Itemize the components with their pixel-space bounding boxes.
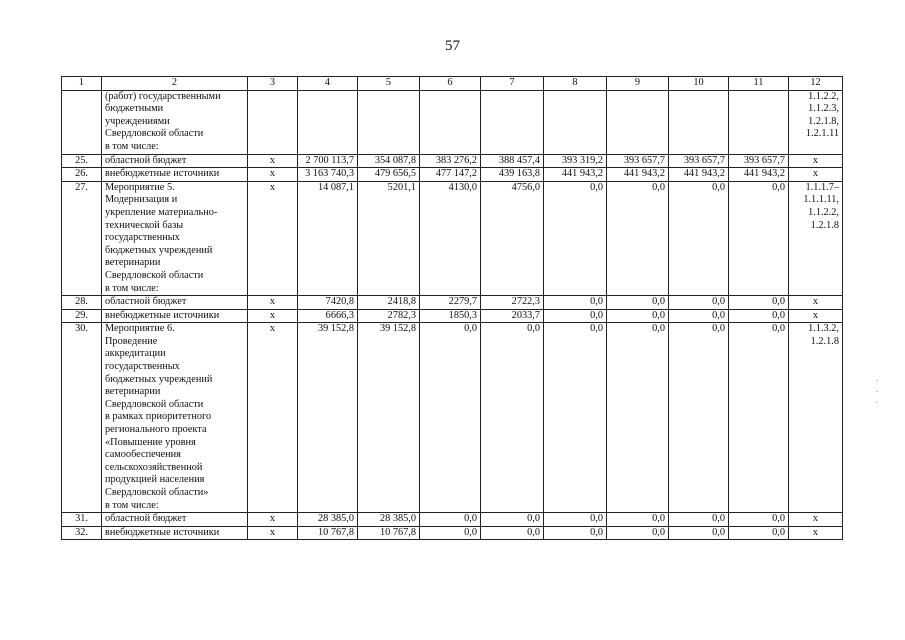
row-number: 28. [62, 296, 102, 310]
table-row [62, 526, 843, 540]
col4-cell: 14 087,1 [298, 181, 358, 295]
row-name: Мероприятие 6. Проведение аккредитации государственных бюджетных учреждений ветеринарии Свердловской области в рамках приоритетного регионального проекта «Повышение уровня самообеспечения сельскохозяйственной продукцией населения Свердловской области» в том числе: [102, 323, 248, 513]
header-cell: 8 [544, 77, 607, 91]
col11-cell: 0,0 [729, 526, 789, 540]
col5-cell: 2782,3 [358, 309, 420, 323]
col9-cell: 0,0 [607, 513, 669, 527]
col7-cell: 2033,7 [481, 309, 544, 323]
col4-cell: 7420,8 [298, 296, 358, 310]
col8-cell: 441 943,2 [544, 168, 607, 182]
col3-cell: х [248, 513, 298, 527]
col4-cell: 10 767,8 [298, 526, 358, 540]
col5-cell: 5201,1 [358, 181, 420, 295]
col11-cell: 0,0 [729, 323, 789, 513]
col10-cell: 0,0 [669, 526, 729, 540]
col5-cell: 28 385,0 [358, 513, 420, 527]
col8-cell: 0,0 [544, 526, 607, 540]
col11-cell: 441 943,2 [729, 168, 789, 182]
col10-cell: 393 657,7 [669, 154, 729, 168]
header-cell: 2 [102, 77, 248, 91]
col10-cell [669, 90, 729, 154]
col12-cell: х [789, 309, 843, 323]
header-cell: 1 [62, 77, 102, 91]
col6-cell: 1850,3 [420, 309, 481, 323]
col8-cell: 0,0 [544, 323, 607, 513]
row-name: внебюджетные источники [102, 526, 248, 540]
col11-cell: 0,0 [729, 513, 789, 527]
row-name: областной бюджет [102, 513, 248, 527]
col6-cell: 2279,7 [420, 296, 481, 310]
col8-cell [544, 90, 607, 154]
col9-cell: 0,0 [607, 296, 669, 310]
col8-cell: 0,0 [544, 309, 607, 323]
row-name: (работ) государственными бюджетными учреждениями Свердловской области в том числе: [102, 90, 248, 154]
col10-cell: 0,0 [669, 513, 729, 527]
col6-cell: 383 276,2 [420, 154, 481, 168]
col6-cell: 477 147,2 [420, 168, 481, 182]
row-name: внебюджетные источники [102, 309, 248, 323]
col12-cell: х [789, 513, 843, 527]
col11-cell [729, 90, 789, 154]
col5-cell: 39 152,8 [358, 323, 420, 513]
col3-cell: х [248, 154, 298, 168]
col7-cell: 0,0 [481, 513, 544, 527]
col4-cell: 28 385,0 [298, 513, 358, 527]
col9-cell: 0,0 [607, 181, 669, 295]
col4-cell: 3 163 740,3 [298, 168, 358, 182]
table-row [62, 513, 843, 527]
header-cell: 5 [358, 77, 420, 91]
col9-cell [607, 90, 669, 154]
col7-cell: 0,0 [481, 323, 544, 513]
col12-cell: х [789, 526, 843, 540]
col9-cell: 0,0 [607, 323, 669, 513]
col12-cell: х [789, 168, 843, 182]
col11-cell: 393 657,7 [729, 154, 789, 168]
header-cell: 4 [298, 77, 358, 91]
table-row [62, 154, 843, 168]
table-row [62, 90, 843, 154]
program-table [61, 76, 843, 540]
col5-cell: 2418,8 [358, 296, 420, 310]
col5-cell: 354 087,8 [358, 154, 420, 168]
col8-cell: 0,0 [544, 181, 607, 295]
col10-cell: 0,0 [669, 323, 729, 513]
col9-cell: 441 943,2 [607, 168, 669, 182]
col7-cell: 4756,0 [481, 181, 544, 295]
scan-marks [876, 380, 878, 440]
col12-cell: х [789, 154, 843, 168]
col11-cell: 0,0 [729, 181, 789, 295]
col10-cell: 0,0 [669, 309, 729, 323]
col12-cell: 1.1.2.2, 1.1.2.3, 1.2.1.8, 1.2.1.11 [789, 90, 843, 154]
col4-cell: 39 152,8 [298, 323, 358, 513]
col6-cell: 0,0 [420, 513, 481, 527]
row-name: внебюджетные источники [102, 168, 248, 182]
col9-cell: 0,0 [607, 526, 669, 540]
row-name: Мероприятие 5. Модернизация и укрепление материально- технической базы государственных бюджетных учреждений ветеринарии Свердловской области в том числе: [102, 181, 248, 295]
row-number: 30. [62, 323, 102, 513]
col5-cell: 479 656,5 [358, 168, 420, 182]
row-number: 27. [62, 181, 102, 295]
col7-cell: 2722,3 [481, 296, 544, 310]
col12-cell: 1.1.1.7– 1.1.1.11, 1.1.2.2, 1.2.1.8 [789, 181, 843, 295]
col7-cell: 388 457,4 [481, 154, 544, 168]
col5-cell: 10 767,8 [358, 526, 420, 540]
table-row [62, 181, 843, 295]
row-number: 26. [62, 168, 102, 182]
table-row [62, 168, 843, 182]
col9-cell: 393 657,7 [607, 154, 669, 168]
col4-cell: 6666,3 [298, 309, 358, 323]
row-number [62, 90, 102, 154]
table-row [62, 309, 843, 323]
col11-cell: 0,0 [729, 296, 789, 310]
row-name: областной бюджет [102, 154, 248, 168]
header-cell: 6 [420, 77, 481, 91]
col7-cell [481, 90, 544, 154]
header-cell: 10 [669, 77, 729, 91]
col8-cell: 0,0 [544, 513, 607, 527]
col6-cell [420, 90, 481, 154]
col8-cell: 393 319,2 [544, 154, 607, 168]
row-number: 31. [62, 513, 102, 527]
col11-cell: 0,0 [729, 309, 789, 323]
col7-cell: 439 163,8 [481, 168, 544, 182]
col10-cell: 0,0 [669, 181, 729, 295]
header-cell: 9 [607, 77, 669, 91]
col6-cell: 0,0 [420, 323, 481, 513]
col12-cell: 1.1.3.2, 1.2.1.8 [789, 323, 843, 513]
row-name: областной бюджет [102, 296, 248, 310]
col3-cell: х [248, 526, 298, 540]
col6-cell: 4130,0 [420, 181, 481, 295]
header-cell: 3 [248, 77, 298, 91]
col3-cell: х [248, 296, 298, 310]
header-row [62, 77, 843, 91]
col7-cell: 0,0 [481, 526, 544, 540]
table-row [62, 323, 843, 513]
col10-cell: 0,0 [669, 296, 729, 310]
col9-cell: 0,0 [607, 309, 669, 323]
col3-cell: х [248, 323, 298, 513]
col3-cell: х [248, 168, 298, 182]
table-row [62, 296, 843, 310]
col3-cell: х [248, 181, 298, 295]
col6-cell: 0,0 [420, 526, 481, 540]
row-number: 32. [62, 526, 102, 540]
col4-cell: 2 700 113,7 [298, 154, 358, 168]
col10-cell: 441 943,2 [669, 168, 729, 182]
col4-cell [298, 90, 358, 154]
row-number: 29. [62, 309, 102, 323]
col8-cell: 0,0 [544, 296, 607, 310]
col12-cell: х [789, 296, 843, 310]
col3-cell: х [248, 309, 298, 323]
col5-cell [358, 90, 420, 154]
header-cell: 11 [729, 77, 789, 91]
header-cell: 7 [481, 77, 544, 91]
row-number: 25. [62, 154, 102, 168]
header-cell: 12 [789, 77, 843, 91]
col3-cell [248, 90, 298, 154]
page-number: 57 [445, 38, 460, 54]
